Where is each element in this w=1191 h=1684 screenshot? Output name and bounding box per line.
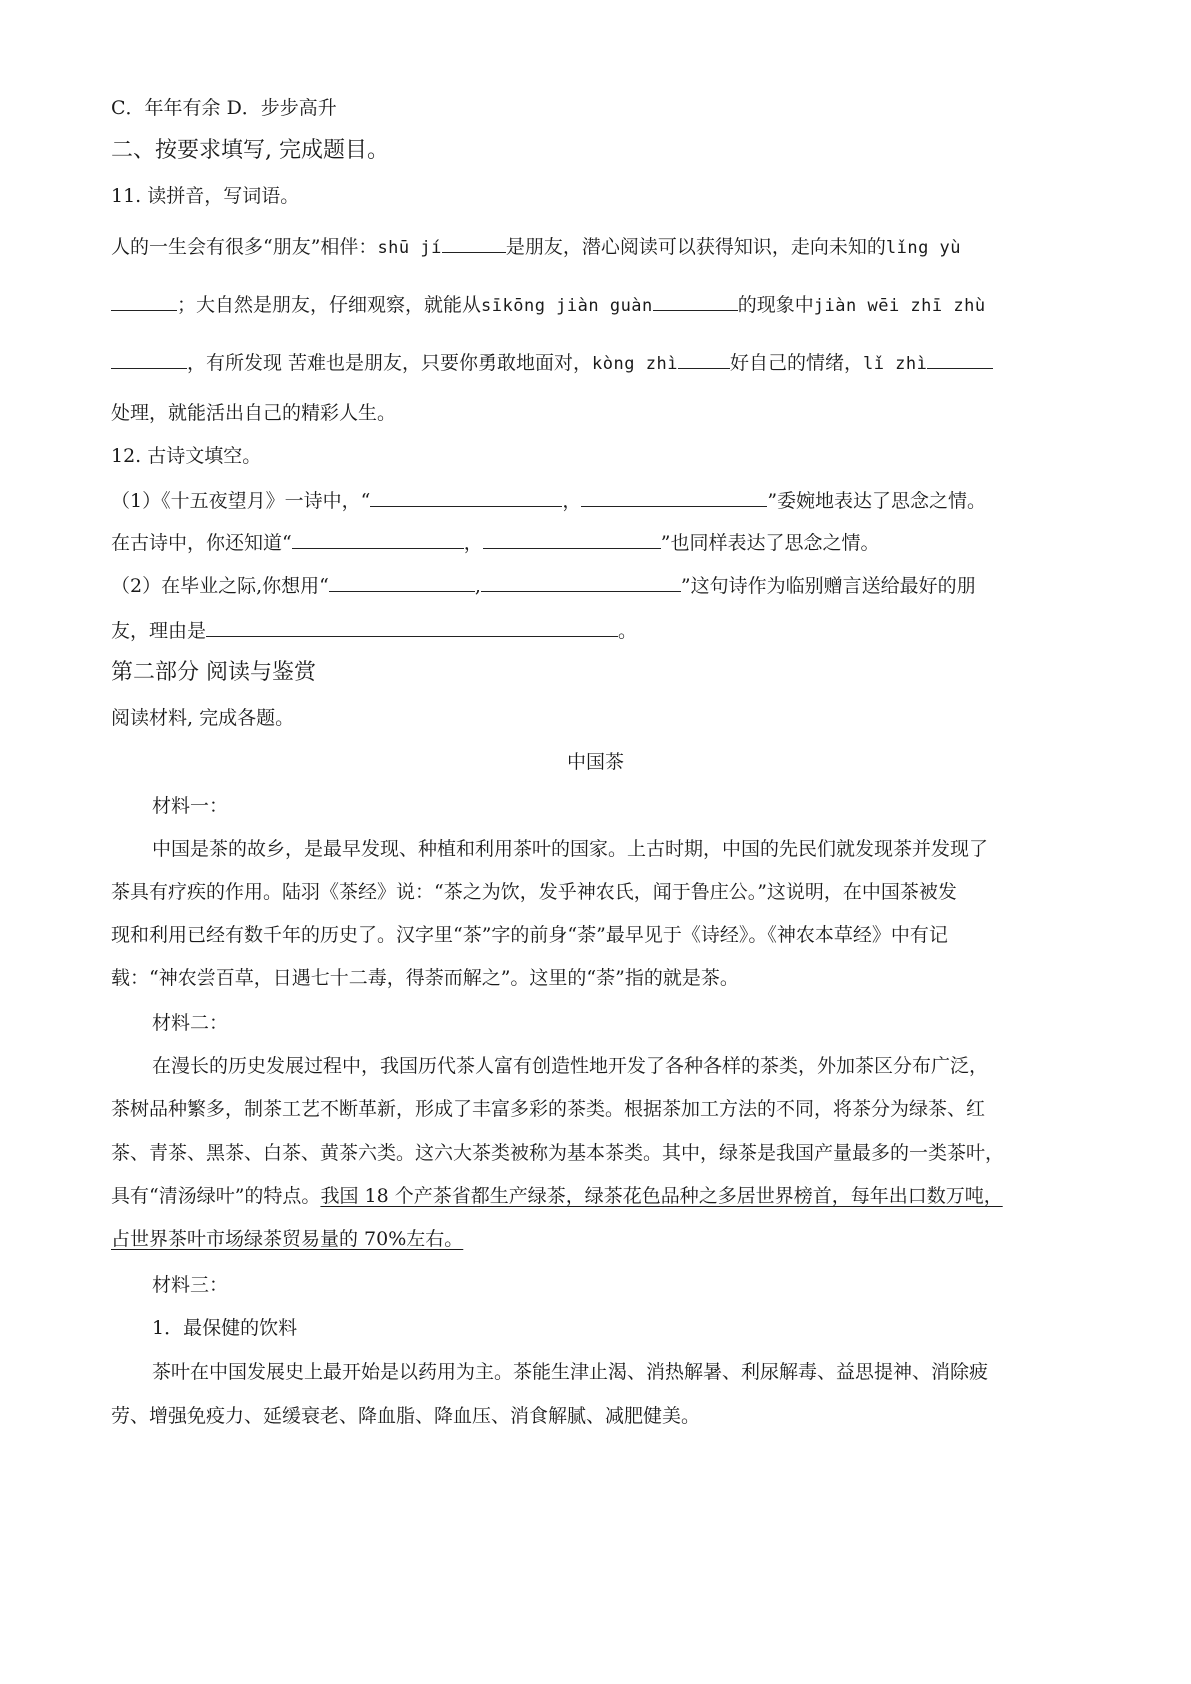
blank-kongzhi[interactable] bbox=[678, 349, 730, 369]
part2-heading: 第二部分 阅读与鉴赏 bbox=[111, 660, 316, 685]
q11-line1 bbox=[111, 232, 1091, 263]
material2-label: 材料二： bbox=[152, 1012, 229, 1034]
material1-line: 载：“神农尝百草，日遇七十二毒，得荼而解之”。这里的“荼”指的就是茶。 bbox=[111, 967, 739, 989]
blank-sikong[interactable] bbox=[653, 291, 738, 311]
material3-line: 劳、增强免疫力、延缓衰老、降血脂、降血压、消食解腻、减肥健美。 bbox=[111, 1405, 701, 1427]
blank-poem-6[interactable] bbox=[481, 572, 681, 592]
q12-text: , bbox=[474, 575, 481, 597]
material1-line: 茶具有疗疾的作用。陆羽《茶经》说：“茶之为饮，发乎神农氏，闻于鲁庄公。”这说明，在中国茶被发 bbox=[111, 881, 957, 903]
q11-text: ；大自然是朋友，仔细观察，就能从 bbox=[177, 294, 482, 316]
material3-line: 茶叶在中国发展史上最开始是以药用为主。茶能生津止渴、消热解暑、利尿解毒、益思提神、消除疲 bbox=[152, 1361, 989, 1383]
q12-text: （1）《十五夜望月》一诗中，“ bbox=[111, 490, 371, 512]
blank-lizhi[interactable] bbox=[927, 349, 993, 369]
q11-text: 的现象中 bbox=[737, 294, 814, 316]
material1-label: 材料一： bbox=[152, 795, 229, 817]
q12-text: 在古诗中，你还知道“ bbox=[111, 532, 292, 554]
material1-line: 现和利用已经有数千年的历史了。汉字里“茶”字的前身“荼”最早见于《诗经》。《神农本草经》中有记 bbox=[111, 924, 948, 946]
blank-poem-2[interactable] bbox=[581, 487, 767, 507]
material2-line: 在漫长的历史发展过程中，我国历代茶人富有创造性地开发了各种各样的茶类，外加茶区分布广泛， bbox=[152, 1055, 989, 1077]
material2-line: 茶树品种繁多，制茶工艺不断革新，形成了丰富多彩的茶类。根据茶加工方法的不同，将茶分为绿茶、红 bbox=[111, 1098, 986, 1120]
blank-poem-4[interactable] bbox=[483, 529, 661, 549]
q12-text: ”这句诗作为临别赠言送给最好的朋 bbox=[680, 575, 976, 597]
q12-part1-extra bbox=[111, 528, 1091, 558]
q12-text: ， bbox=[463, 532, 483, 554]
q11-line3 bbox=[111, 348, 1091, 379]
pinyin-kongzhi: kòng zhì bbox=[592, 354, 678, 374]
blank-shuji[interactable] bbox=[442, 233, 506, 253]
q12-text: 。 bbox=[618, 620, 638, 642]
blank-lingyu[interactable] bbox=[111, 291, 177, 311]
pinyin-sikong: sīkōng jiàn guàn bbox=[481, 296, 653, 316]
q12-part1 bbox=[111, 486, 1091, 516]
material2-text: 具有“清汤绿叶”的特点。 bbox=[111, 1185, 321, 1207]
q12-title: 12. 古诗文填空。 bbox=[111, 445, 262, 467]
material2-line: 茶、青茶、黑茶、白茶、黄茶六类。这六大茶类被称为基本茶类。其中，绿茶是我国产量最多的一类茶叶， bbox=[111, 1142, 1005, 1164]
q12-text: （2）在毕业之际,你想用“ bbox=[111, 575, 329, 597]
blank-poem-3[interactable] bbox=[292, 529, 464, 549]
q12-text: 友，理由是 bbox=[111, 620, 207, 642]
q12-text: ”委婉地表达了思念之情。 bbox=[767, 490, 987, 512]
material2-underlined-text: 我国 18 个产茶省都生产绿茶，绿茶花色品种之多居世界榜首，每年出口数万吨， bbox=[320, 1185, 1003, 1207]
material2-line bbox=[111, 1224, 1091, 1254]
material1-line: 中国是茶的故乡，是最早发现、种植和利用茶叶的国家。上古时期，中国的先民们就发现茶并发现了 bbox=[152, 838, 989, 860]
q12-reason bbox=[111, 616, 1091, 646]
part2-instruction: 阅读材料, 完成各题。 bbox=[111, 707, 295, 729]
material2-underlined-text: 占世界茶叶市场绿茶贸易量的 70%左右。 bbox=[111, 1228, 464, 1250]
q11-text: 人的一生会有很多“朋友”相伴： bbox=[111, 236, 378, 258]
pinyin-shuji: shū jí bbox=[377, 238, 442, 258]
q11-line2 bbox=[111, 290, 1091, 321]
pinyin-lizhi: lǐ zhì bbox=[862, 354, 928, 374]
q11-line4: 处理，就能活出自己的精彩人生。 bbox=[111, 402, 397, 424]
q11-text: 好自己的情绪， bbox=[729, 352, 863, 374]
material2-line bbox=[111, 1181, 1091, 1211]
section2-heading: 二、按要求填写, 完成题目。 bbox=[111, 138, 389, 163]
blank-poem-5[interactable] bbox=[329, 572, 475, 592]
article-title: 中国茶 bbox=[566, 751, 624, 773]
pinyin-jianwei: jiàn wēi zhī zhù bbox=[813, 296, 986, 316]
material3-label: 材料三： bbox=[152, 1274, 229, 1296]
blank-poem-1[interactable] bbox=[370, 487, 562, 507]
blank-reason[interactable] bbox=[206, 617, 618, 637]
q12-text: ， bbox=[562, 490, 582, 512]
q11-text: ，有所发现 苦难也是朋友，只要你勇敢地面对， bbox=[187, 352, 593, 374]
q10-options: C．年年有余 D．步步高升 bbox=[111, 97, 337, 119]
pinyin-lingyu: lǐng yù bbox=[885, 238, 962, 258]
material3-subheading: 1．最保健的饮料 bbox=[152, 1317, 298, 1339]
q11-title: 11. 读拼音，写词语。 bbox=[111, 185, 300, 207]
q12-part2 bbox=[111, 571, 1091, 601]
q11-text: 是朋友，潜心阅读可以获得知识，走向未知的 bbox=[505, 236, 886, 258]
blank-jianwei[interactable] bbox=[111, 349, 187, 369]
q12-text: ”也同样表达了思念之情。 bbox=[660, 532, 880, 554]
